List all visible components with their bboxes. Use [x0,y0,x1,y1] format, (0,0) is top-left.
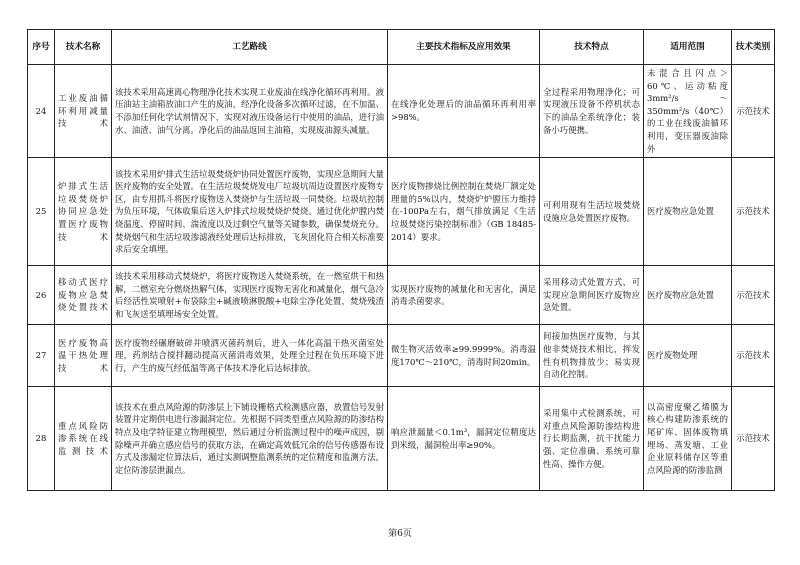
row-category: 示范技术 [732,387,775,491]
table-row [28,158,775,266]
header-no: 序号 [28,30,55,65]
row-tech-name: 移动式医疗废物应急焚烧处置技术 [55,266,112,325]
header-process-route: 工艺路线 [112,30,388,65]
row-process-route: 该技术采用高速离心物理净化技术实现工业废油在线净化循环再利用。液压油站主油箱放油口产生的废油，经净化设备多次循环过滤，在不加温、不添加任何化学试剂情况下，实现对液压设备运行中使用的油品，进行油水、油渣、油气分离。净化后的油品返回主油箱，实现废油源头减量。 [112,65,388,158]
row-scope: 医疗废物应急处置 [644,158,732,266]
row-process-route: 医疗废物经碾磨破碎并喷洒灭菌药剂后，进入一体化高温干热灭菌室处理，药剂结合搅拌翻动提高灭菌消毒效果，处理全过程在负压环境下进行，产生的废气经低温等离子体技术净化后达标排放。 [112,325,388,387]
row-indicators: 响应泄漏量＜0.1m³，漏洞定位精度达到米级，漏洞检出率≥90%。 [388,387,540,491]
table-row [28,65,775,158]
row-process-route: 该技术在重点风险源的防渗层上下铺设栅格式检测感应器，放置信号发射装置并定期供电进行渗漏洞定位。先根据不同类型重点风险源的防渗结构特点及电学特征建立物理模型，然后通过分析监测过程中的噪声成因，剔除噪声并确立感应信号的获取方法，在确定高效低冗余的信号传感器布设方式及渗漏定位算法后，通过实测调整监测系统的定位精度和监测方法，定位防渗层泄漏点。 [112,387,388,491]
header-scope: 适用范围 [644,30,732,65]
row-scope: 医疗废物处理 [644,325,732,387]
row-tech-name: 工业废油循环利用减量技术 [55,65,112,158]
row-process-route: 该技术采用炉排式生活垃圾焚烧炉协同处置医疗废物，实现应急期间大量医疗废物的安全处置。在生活垃圾焚烧发电厂垃圾坑周边设置医疗废物专区，由专用抓斗将医疗废物送入焚烧炉与生活垃圾一同焚烧。垃圾坑控制为负压环境，气体收集后送入炉排式垃圾焚烧炉焚烧。通过优化炉膛内焚烧温度、停留时间、湍流度以及过剩空气量等关键参数，确保焚烧充分。焚烧烟气和生活垃圾渗滤液经处理后达标排放，飞灰固化符合相关标准要求后安全填埋。 [112,158,388,266]
row-no: 28 [28,387,55,491]
row-category: 示范技术 [732,266,775,325]
row-category: 示范技术 [732,325,775,387]
row-process-route: 该技术采用移动式焚烧炉，将医疗废物送入焚烧系统，在一燃室烘干和热解，二燃室充分燃烧热解气体，实现医疗废物无害化和减量化，烟气急冷后经活性炭喷射+布袋除尘+碱液喷淋脱酸+电除尘净化处置，焚烧残渣和飞灰送至填埋场安全处置。 [112,266,388,325]
row-scope: 医疗废物应急处置 [644,266,732,325]
row-category: 示范技术 [732,158,775,266]
header-features: 技术特点 [540,30,644,65]
row-tech-name: 炉排式生活垃圾焚烧炉协同应急处置医疗废物技术 [55,158,112,266]
header-category: 技术类别 [732,30,775,65]
row-no: 27 [28,325,55,387]
table-row [28,266,775,325]
row-indicators: 在线净化处理后的油品循环再利用率>98%。 [388,65,540,158]
row-tech-name: 重点风险防渗系统在线监测技术 [55,387,112,491]
row-features: 间接加热医疗废物，与其他非焚烧技术相比，挥发性有机物排放少；易实现自动化控制。 [540,325,644,387]
row-category: 示范技术 [732,65,775,158]
technology-table [27,29,775,491]
row-tech-name: 医疗废物高温干热处理技术 [55,325,112,387]
table-row [28,325,775,387]
row-features: 可利用现有生活垃圾焚烧设施应急处置医疗废物。 [540,158,644,266]
header-indicators: 主要技术指标及应用效果 [388,30,540,65]
row-no: 24 [28,65,55,158]
row-features: 采用集中式检测系统，可对重点风险源防渗结构进行长期监测，抗干扰能力强、定位准确、系统可靠性高、操作方便。 [540,387,644,491]
row-no: 25 [28,158,55,266]
table-row [28,387,775,491]
table-header-row [28,30,775,65]
row-indicators: 微生物灭活效率≥99.9999%。消毒温度170℃～210℃，消毒时间20min。 [388,325,540,387]
header-tech-name: 技术名称 [55,30,112,65]
row-scope: 以高密度聚乙烯膜为核心构建防渗系统的尾矿库、固体废物填埋场、蒸发塘、工业企业原料储存区等重点风险源的防渗监测 [644,387,732,491]
row-features: 全过程采用物理净化；可实现液压设备不停机状态下的油品全系统净化；装备小巧便携。 [540,65,644,158]
row-scope: 未混合且闪点＞60℃、运动粘度3mm²/s～350mm²/s（40℃）的工业在线废油循环利用，变压器废油除外 [644,65,732,158]
row-indicators: 实现医疗废物的减量化和无害化，满足消毒杀菌要求。 [388,266,540,325]
row-indicators: 医疗废物掺烧比例控制在焚烧厂额定处理量的5%以内，焚烧炉炉膛压力维持在-100Pa左右，烟气排放满足《生活垃圾焚烧污染控制标准》（GB 18485-2014）要求。 [388,158,540,266]
page-number: 第6页 [388,529,412,539]
row-no: 26 [28,266,55,325]
row-features: 采用移动式处置方式，可实现应急期间医疗废物应急处置。 [540,266,644,325]
